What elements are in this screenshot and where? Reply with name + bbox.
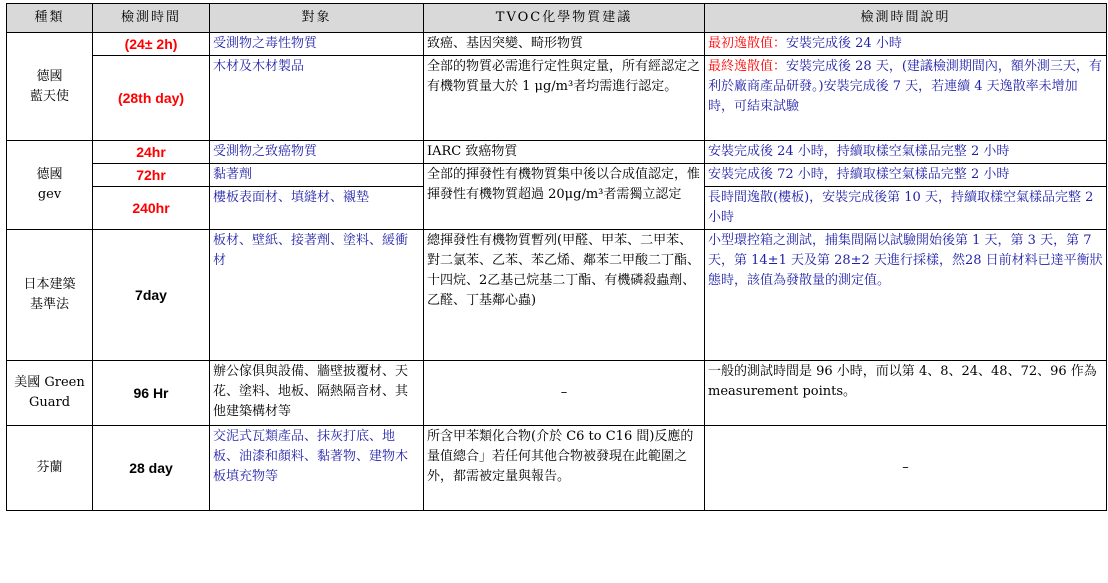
tvoc-cell: IARC 致癌物質 xyxy=(424,141,705,164)
header-kind: 種類 xyxy=(7,4,93,33)
table-row xyxy=(7,426,1107,511)
tvoc-cell: 總揮發性有機物質暫列(甲醛、甲苯、二甲苯、對二氯苯、乙苯、苯乙烯、鄰苯二甲酸二丁酯、十四烷、2乙基己烷基二丁酯、有機磷殺蟲劑、乙醛、丁基鄰心蟲) xyxy=(424,230,705,361)
target-cell: 受測物之毒性物質 xyxy=(210,33,424,56)
header-time: 檢測時間 xyxy=(93,4,210,33)
table-row xyxy=(7,164,1107,187)
desc-prefix: 最終逸散值： xyxy=(708,59,787,75)
target-cell: 板材、壁紙、接著劑、塗料、緩衝材 xyxy=(210,230,424,361)
target-cell: 辦公傢俱與設備、牆壁披覆材、天花、塗料、地板、隔熱隔音材、其他建築構材等 xyxy=(210,361,424,426)
desc-text: 安裝完成後 28 天，(建議檢測期間內，額外測三天，有利於廠商產品研發。)安裝完成後 7 天，若連續 4 天逸散率未增加時，可結束試驗 xyxy=(708,59,1102,115)
header-tvoc: TVOC化學物質建議 xyxy=(424,4,705,33)
desc-cell: 安裝完成後 72 小時，持續取樣空氣樣品完整 2 小時 xyxy=(705,164,1107,187)
table-row xyxy=(7,56,1107,141)
target-cell: 木材及木材製品 xyxy=(210,56,424,141)
tvoc-cell: 全部的揮發性有機物質集中後以合成值認定，惟揮發性有機物質超過 20μg/m³者需獨立認定 xyxy=(424,164,705,230)
desc-cell: 長時間逸散(樓板)，安裝完成後第 10 天，持續取樣空氣樣品完整 2 小時 xyxy=(705,187,1107,230)
time-cell: 240hr xyxy=(93,187,210,230)
tvoc-cell: 致癌、基因突變、畸形物質 xyxy=(424,33,705,56)
kind-cell: 德國 藍天使 xyxy=(7,33,93,141)
kind-cell: 德國 gev xyxy=(7,141,93,230)
target-cell: 樓板表面材、填縫材、襯墊 xyxy=(210,187,424,230)
kind-cell: 芬蘭 xyxy=(7,426,93,511)
time-cell: 28 day xyxy=(93,426,210,511)
desc-cell: 小型環控箱之測試，捕集間隔以試驗開始後第 1 天，第 3 天，第 7 天，第 14±1 天及第 28±2 天進行採樣，然28 日前材料已達平衡狀態時，該值為發散量的測定值。 xyxy=(705,230,1107,361)
desc-text: 安裝完成後 24 小時 xyxy=(786,36,902,51)
kind-cell: 美國 Green Guard xyxy=(7,361,93,426)
voc-test-comparison-table xyxy=(6,3,1107,511)
desc-prefix: 最初逸散值： xyxy=(708,36,787,51)
desc-cell: – xyxy=(705,426,1107,511)
target-cell: 黏著劑 xyxy=(210,164,424,187)
time-cell: 96 Hr xyxy=(93,361,210,426)
table-row xyxy=(7,141,1107,164)
desc-cell xyxy=(705,56,1107,141)
tvoc-cell: – xyxy=(424,361,705,426)
time-cell: (28th day) xyxy=(93,56,210,141)
target-cell: 交泥式瓦類產品、抹灰打底、地板、油漆和顏料、黏著物、建物木板填充物等 xyxy=(210,426,424,511)
time-cell: (24± 2h) xyxy=(93,33,210,56)
tvoc-cell: 所含甲苯類化合物(介於 C6 to C16 間)反應的量值總合」若任何其他合物被發現在此範圍之外，都需被定量與報告。 xyxy=(424,426,705,511)
table-row xyxy=(7,33,1107,56)
kind-cell: 日本建築 基準法 xyxy=(7,230,93,361)
time-cell: 24hr xyxy=(93,141,210,164)
desc-cell: 安裝完成後 24 小時，持續取樣空氣樣品完整 2 小時 xyxy=(705,141,1107,164)
desc-cell: 一般的測試時間是 96 小時，而以第 4、8、24、48、72、96 作為 measurement points。 xyxy=(705,361,1107,426)
header-target: 對象 xyxy=(210,4,424,33)
time-cell: 72hr xyxy=(93,164,210,187)
time-cell: 7day xyxy=(93,230,210,361)
table-row xyxy=(7,230,1107,361)
table-row xyxy=(7,361,1107,426)
desc-cell xyxy=(705,33,1107,56)
header-desc: 檢測時間說明 xyxy=(705,4,1107,33)
target-cell: 受測物之致癌物質 xyxy=(210,141,424,164)
header-row xyxy=(7,4,1107,33)
tvoc-cell: 全部的物質必需進行定性與定量，所有經認定之有機物質量大於 1 μg/m³者均需進行認定。 xyxy=(424,56,705,141)
